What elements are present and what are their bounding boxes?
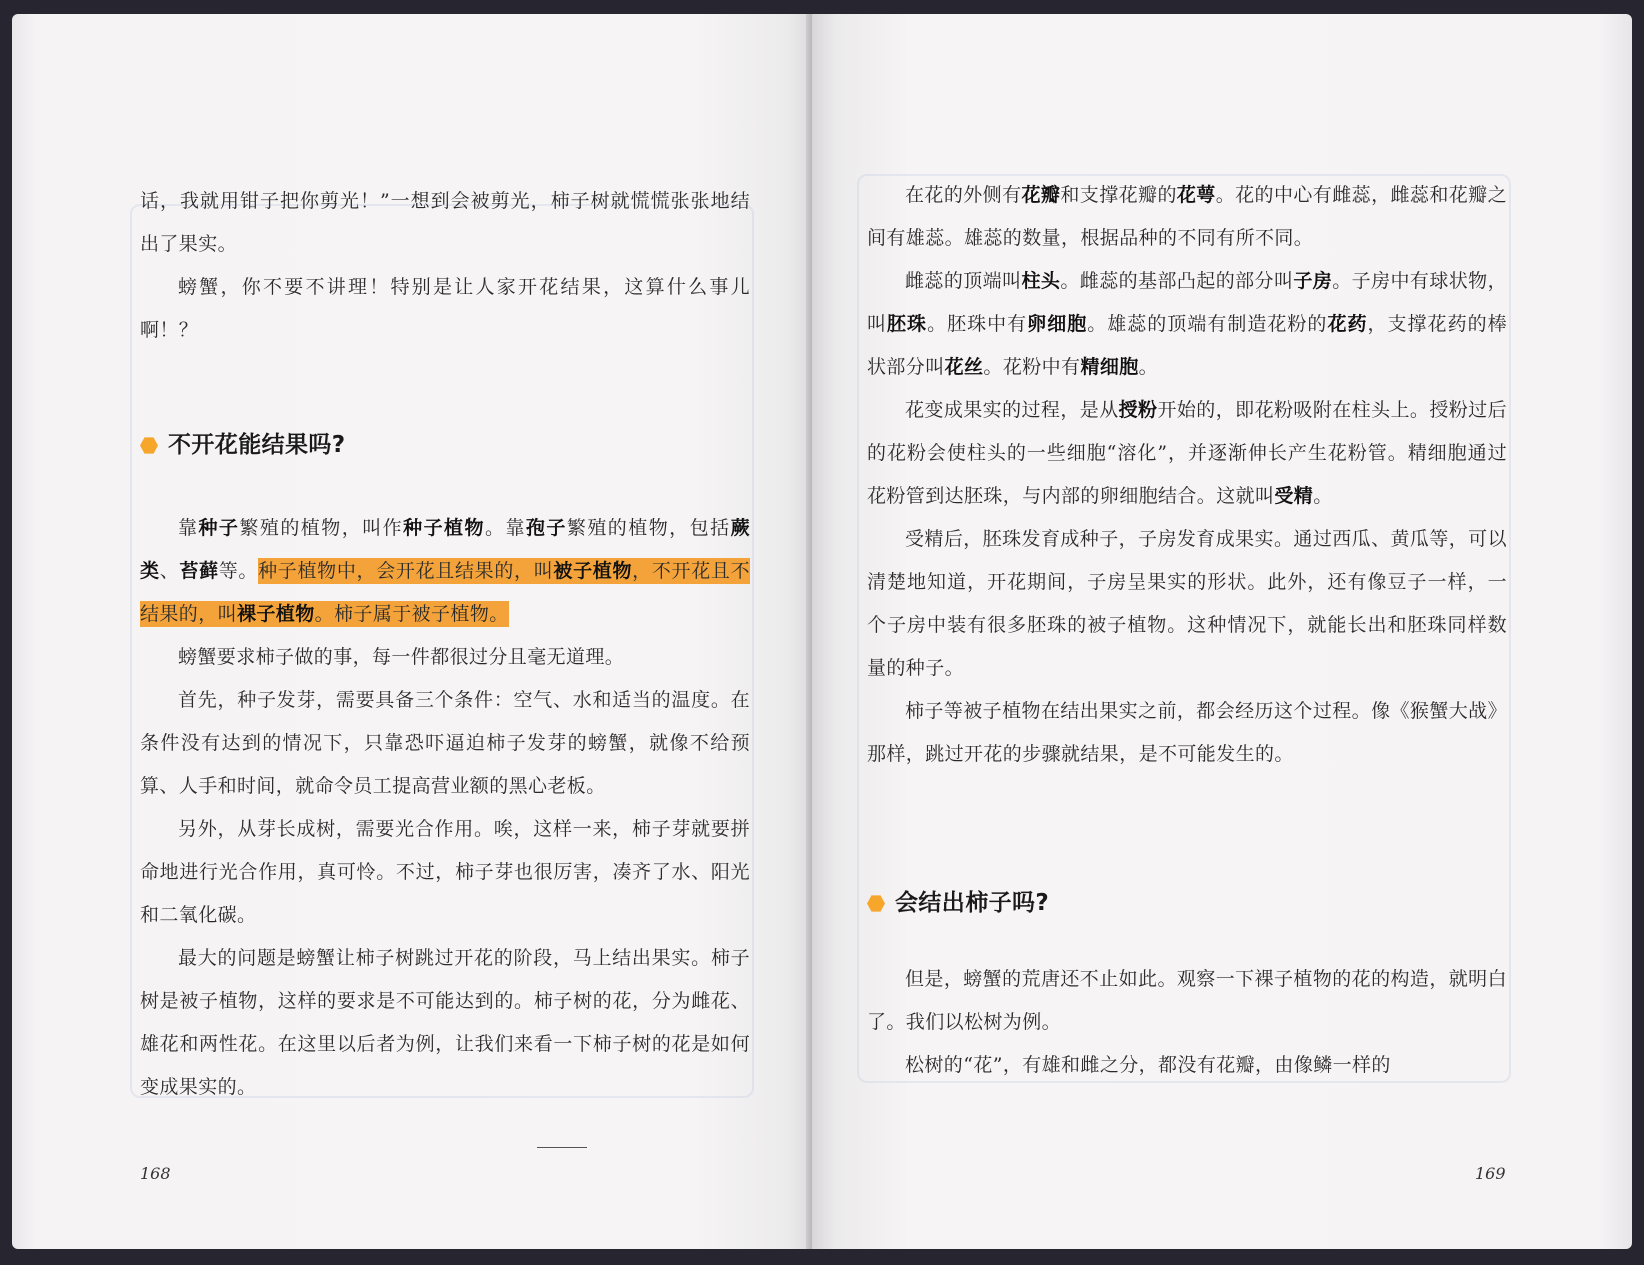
- hexagon-bullet-icon: [867, 895, 885, 913]
- left-section: [140, 424, 750, 467]
- section-heading: [140, 424, 750, 467]
- right-section: [867, 882, 1507, 925]
- paragraph-seed-plants: 靠种子繁殖的植物，叫作种子植物。靠孢子繁殖的植物，包括蕨类、苔藓等。种子植物中，会开花且结果的，叫被子植物，不开花且不结果的，叫裸子植物。柿子属于被子植物。: [140, 517, 750, 625]
- paragraph: 螃蟹要求柿子做的事，每一件都很过分且毫无道理。: [178, 646, 625, 668]
- paragraph: 首先，种子发芽，需要具备三个条件：空气、水和适当的温度。在条件没有达到的情况下，只靠恐吓逼迫柿子发芽的螃蟹，就像不给预算、人手和时间，就命令员工提高营业额的黑心老板。: [140, 689, 750, 797]
- decorative-rule: [537, 1147, 587, 1148]
- right-text-main: [867, 174, 1507, 776]
- section-heading: [867, 882, 1507, 925]
- paragraph: 最大的问题是螃蟹让柿子树跳过开花的阶段，马上结出果实。柿子树是被子植物，这样的要求是不可能达到的。柿子树的花，分为雌花、雄花和两性花。在这里以后者为例，让我们来看一下柿子树的花是如何变成果实的。: [140, 947, 750, 1098]
- paragraph: 螃蟹，你不要不讲理！特别是让人家开花结果，这算什么事儿啊！？: [140, 276, 750, 341]
- section-heading-text: 会结出柿子吗?: [895, 890, 1050, 916]
- paragraph: 另外，从芽长成树，需要光合作用。唉，这样一来，柿子芽就要拼命地进行光合作用，真可怜。不过，柿子芽也很厉害，凑齐了水、阳光和二氧化碳。: [140, 818, 750, 926]
- paragraph-flower-structure: 在花的外侧有花瓣和支撑花瓣的花萼。花的中心有雌蕊，雌蕊和花瓣之间有雄蕊。雄蕊的数量，根据品种的不同有所不同。: [867, 184, 1507, 249]
- paragraph-pollination: 花变成果实的过程，是从授粉开始的，即花粉吸附在柱头上。授粉过后的花粉会使柱头的一些细胞“溶化”，并逐渐伸长产生花粉管。精细胞通过花粉管到达胚珠，与内部的卵细胞结合。这就叫受精。: [867, 399, 1507, 507]
- highlighted-text: 种子植物中，会开花且结果的，叫被子植物，不开花且不结果的，叫裸子植物。柿子属于被子植物。: [140, 560, 750, 625]
- page-number: 168: [140, 1164, 171, 1183]
- section-heading-text: 不开花能结果吗?: [168, 432, 346, 458]
- left-text-main: [140, 507, 750, 1109]
- right-page: [812, 14, 1632, 1249]
- hexagon-bullet-icon: [140, 437, 158, 455]
- paragraph: 松树的“花”，有雄和雌之分，都没有花瓣，由像鳞一样的: [905, 1054, 1391, 1076]
- right-text-bottom: [867, 958, 1507, 1087]
- left-page: [12, 14, 812, 1249]
- paragraph: 柿子等被子植物在结出果实之前，都会经历这个过程。像《猴蟹大战》那样，跳过开花的步骤就结果，是不可能发生的。: [867, 700, 1507, 765]
- left-text-top: [140, 180, 750, 352]
- paragraph: 但是，螃蟹的荒唐还不止如此。观察一下裸子植物的花的构造，就明白了。我们以松树为例。: [867, 968, 1507, 1033]
- paragraph-pistil-stamen: 雌蕊的顶端叫柱头。雌蕊的基部凸起的部分叫子房。子房中有球状物，叫胚珠。胚珠中有卵细胞。雄蕊的顶端有制造花粉的花药，支撑花药的棒状部分叫花丝。花粉中有精细胞。: [867, 270, 1508, 378]
- paragraph: 受精后，胚珠发育成种子，子房发育成果实。通过西瓜、黄瓜等，可以清楚地知道，开花期间，子房呈果实的形状。此外，还有像豆子一样，一个子房中装有很多胚珠的被子植物。这种情况下，就能长出和胚珠同样数量的种子。: [867, 528, 1507, 679]
- paragraph: 话，我就用钳子把你剪光！”一想到会被剪光，柿子树就慌慌张张地结出了果实。: [140, 190, 750, 255]
- page-number: 169: [1475, 1164, 1506, 1183]
